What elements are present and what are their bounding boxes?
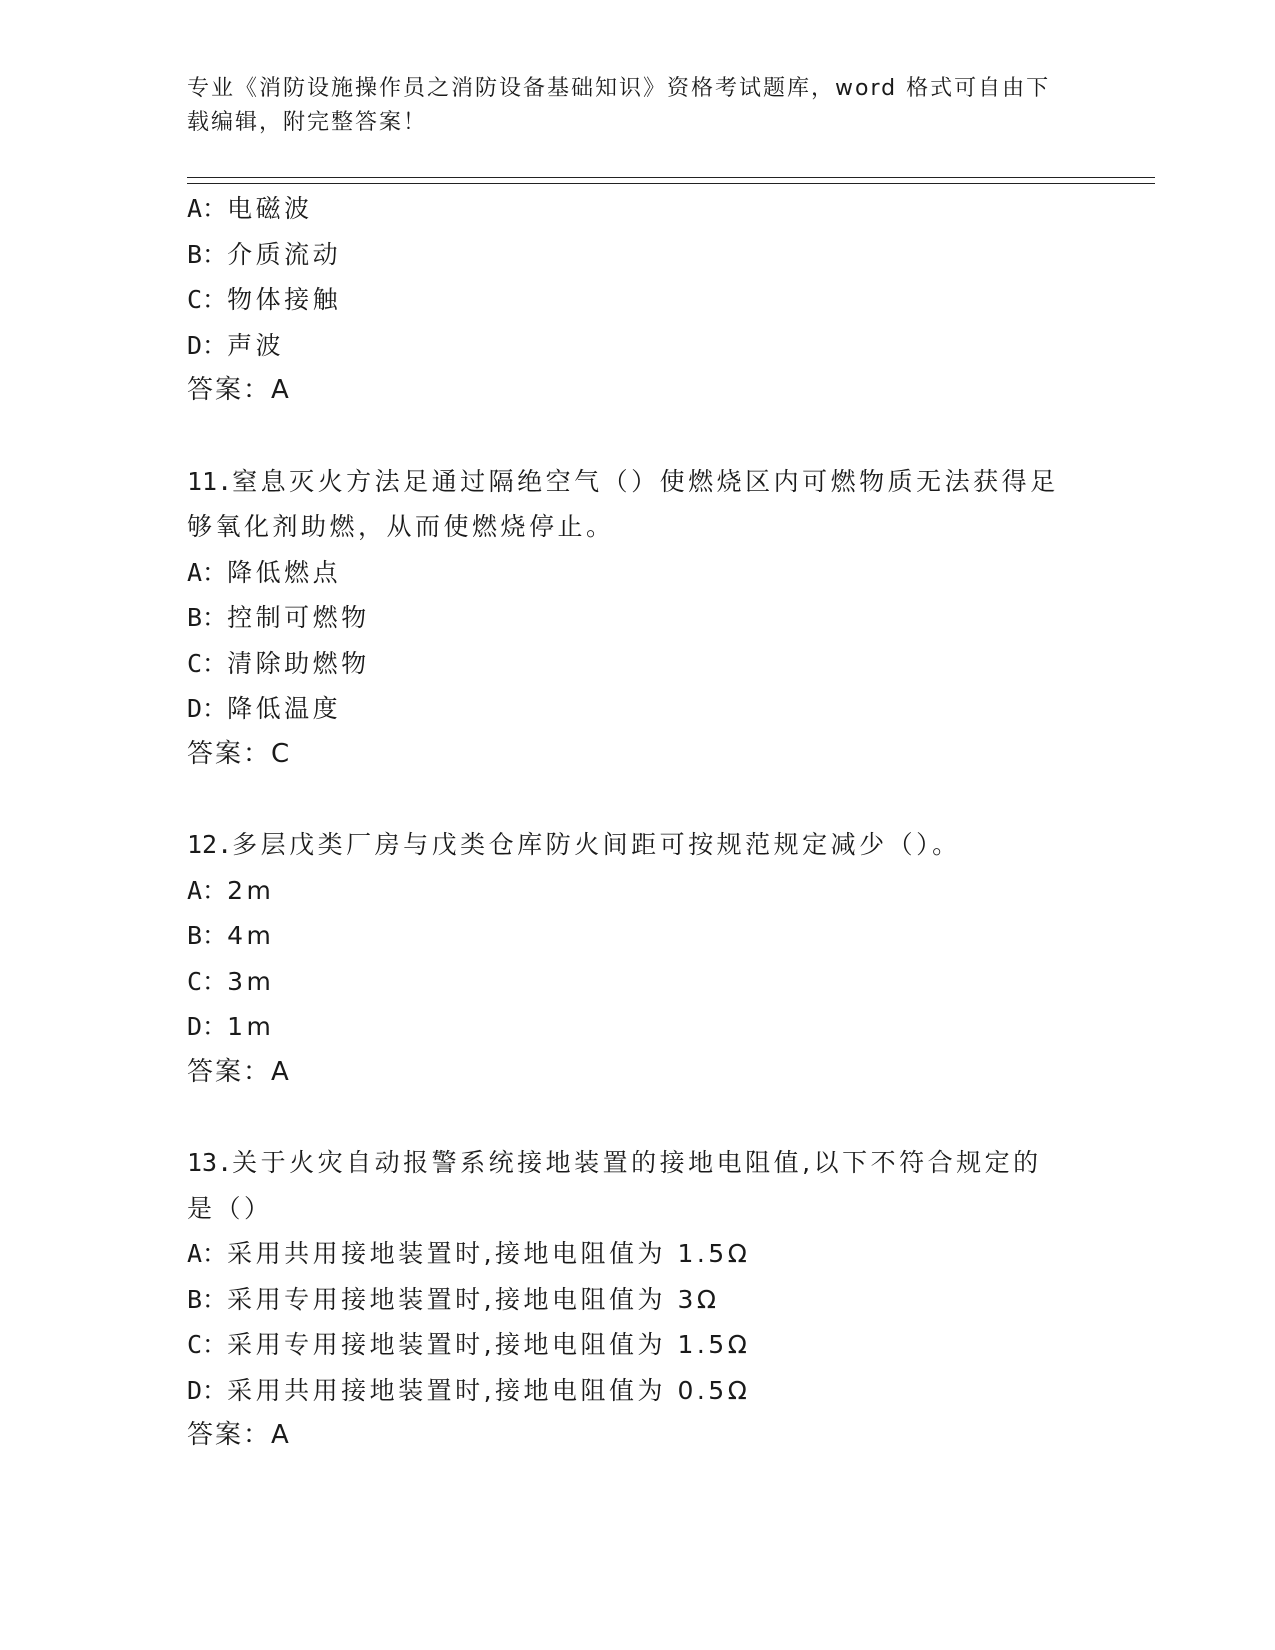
document-header (187, 72, 1067, 140)
option-letter: B： (187, 603, 228, 632)
option-c (187, 641, 1087, 687)
option-a (187, 550, 1087, 596)
header-divider-top (187, 177, 1155, 178)
option-text: 4m (227, 921, 275, 950)
spacer (187, 777, 1087, 822)
option-text: 2m (227, 875, 275, 905)
option-b (187, 1277, 1087, 1323)
header-divider-bottom (187, 183, 1155, 184)
question-number: 12. (187, 830, 233, 859)
spacer (187, 414, 1087, 459)
option-letter: A： (187, 875, 228, 905)
option-text: 1m (227, 1012, 275, 1041)
option-letter: B： (187, 1284, 228, 1314)
question-number: 13. (187, 1148, 233, 1177)
question-12 (187, 822, 1087, 1095)
header-line-2: 载编辑，附完整答案！ (187, 110, 428, 135)
option-a (187, 1231, 1087, 1277)
option-a (187, 186, 1087, 232)
spacer (187, 1095, 1087, 1140)
option-c (187, 959, 1087, 1005)
option-letter: C： (187, 648, 228, 678)
option-text: 介质流动 (227, 239, 342, 269)
question-10-continued (187, 186, 1087, 414)
option-d (187, 1368, 1087, 1414)
option-text: 声波 (227, 330, 285, 360)
answer-line: 答案：A (187, 1056, 291, 1087)
option-c (187, 1322, 1087, 1368)
option-text: 采用专用接地装置时,接地电阻值为 3Ω (227, 1284, 720, 1314)
option-letter: C： (187, 285, 228, 314)
question-stem-line-2: 是（） (187, 1193, 273, 1223)
answer-line: 答案：A (187, 375, 291, 405)
question-stem-line-1 (187, 459, 1087, 505)
question-list (187, 186, 1087, 1459)
answer-line: 答案：A (187, 1420, 291, 1450)
header-line-1: 专业《消防设施操作员之消防设备基础知识》资格考试题库，word 格式可自由下 (187, 76, 1051, 101)
option-letter: B： (187, 921, 228, 950)
option-letter: B： (187, 239, 228, 269)
option-letter: D： (187, 694, 228, 723)
option-text: 3m (227, 966, 275, 996)
option-letter: D： (187, 1012, 228, 1041)
option-letter: A： (187, 557, 228, 587)
option-text: 控制可燃物 (227, 603, 370, 632)
option-letter: A： (187, 194, 228, 223)
option-letter: C： (187, 1330, 228, 1359)
option-text: 物体接触 (227, 285, 342, 314)
answer-line: 答案：C (187, 738, 292, 769)
option-a (187, 868, 1087, 914)
question-number: 11. (187, 466, 233, 496)
option-letter: D： (187, 330, 228, 360)
question-stem-line-1 (187, 822, 1087, 868)
option-c (187, 277, 1087, 323)
question-stem-line-2: 够氧化剂助燃，从而使燃烧停止。 (187, 512, 615, 541)
option-text: 电磁波 (227, 194, 313, 223)
option-letter: C： (187, 966, 228, 996)
option-text: 降低温度 (227, 694, 342, 723)
question-stem-text: 窒息灭火方法足通过隔绝空气（）使燃烧区内可燃物质无法获得足 (232, 466, 1059, 496)
option-text: 采用共用接地装置时,接地电阻值为 1.5Ω (227, 1239, 751, 1268)
option-b (187, 595, 1087, 641)
option-text: 采用专用接地装置时,接地电阻值为 1.5Ω (227, 1330, 751, 1359)
option-letter: A： (187, 1239, 228, 1268)
question-stem-text: 多层戊类厂房与戊类仓库防火间距可按规范规定减少（）。 (232, 830, 961, 859)
option-b (187, 913, 1087, 959)
question-stem-text: 关于火灾自动报警系统接地装置的接地电阻值,以下不符合规定的 (232, 1148, 1042, 1177)
option-d (187, 323, 1087, 369)
option-text: 清除助燃物 (227, 648, 370, 678)
option-b (187, 232, 1087, 278)
question-stem-line-1 (187, 1140, 1087, 1186)
option-d (187, 686, 1087, 732)
option-text: 采用共用接地装置时,接地电阻值为 0.5Ω (227, 1375, 751, 1405)
question-13 (187, 1140, 1087, 1459)
option-letter: D： (187, 1375, 228, 1405)
option-d (187, 1004, 1087, 1050)
question-11 (187, 459, 1087, 778)
option-text: 降低燃点 (227, 557, 342, 587)
